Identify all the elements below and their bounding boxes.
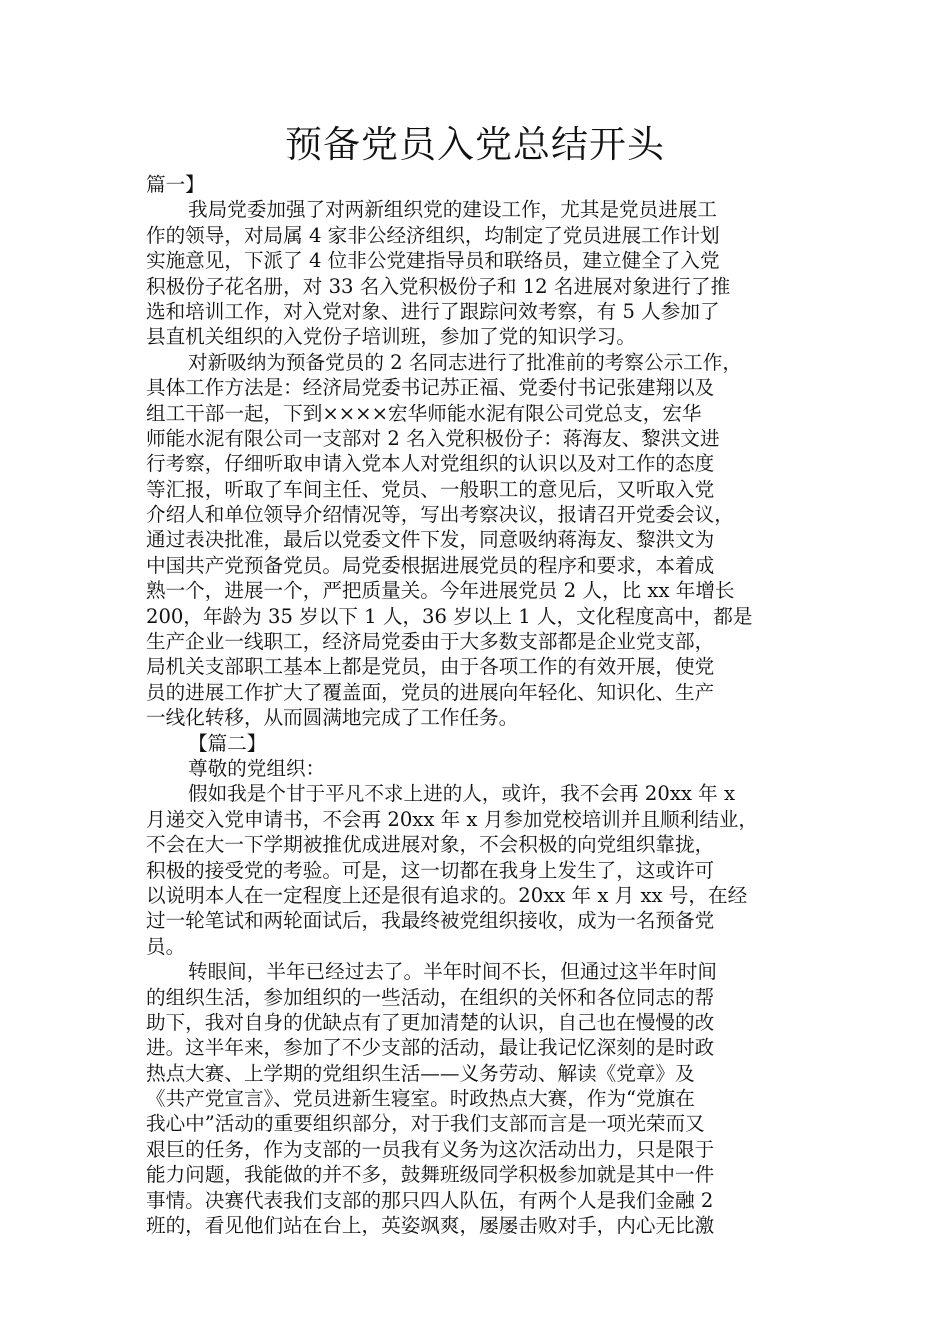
text-line: 行考察，仔细听取申请入党本人对党组织的认识以及对工作的态度 — [146, 452, 715, 476]
text-line: 一线化转移，从而圆满地完成了工作任务。 — [146, 706, 519, 730]
text-line: 尊敬的党组织： — [188, 756, 326, 780]
text-line: 不会在大一下学期被推优成进展对象，不会积极的向党组织靠拢， — [146, 833, 715, 857]
text-line: 实施意见，下派了 4 位非公党建指导员和联络员，建立健全了入党 — [146, 249, 720, 273]
text-line: 200，年龄为 35 岁以下 1 人，36 岁以上 1 人，文化程度高中，都是 — [146, 604, 753, 628]
text-line: 艰巨的任务，作为支部的一员我有义务为这次活动出力，只是限于 — [146, 1137, 715, 1161]
text-line: 热点大赛、上学期的党组织生活——义务劳动、解读《党章》及 — [146, 1061, 695, 1085]
text-line: 我心中”活动的重要组织部分，对于我们支部而言是一项光荣而又 — [146, 1112, 705, 1136]
text-line: 以说明本人在一定程度上还是很有追求的。20xx 年 x 月 xx 号，在经 — [146, 883, 748, 907]
text-line: 能力问题，我能做的并不多，鼓舞班级同学积极参加就是其中一件 — [146, 1163, 715, 1187]
text-line: 班的，看见他们站在台上，英姿飒爽，屡屡击败对手，内心无比激 — [146, 1214, 715, 1238]
text-line: 积极份子花名册，对 33 名入党积极份子和 12 名进展对象进行了推 — [146, 274, 731, 298]
text-line: 假如我是个甘于平凡不求上进的人，或许，我不会再 20xx 年 x — [188, 782, 736, 806]
text-line: 进。这半年来，参加了不少支部的活动，最让我记忆深刻的是时政 — [146, 1036, 715, 1060]
text-line: 助下，我对自身的优缺点有了更加清楚的认识，自己也在慢慢的改 — [146, 1010, 715, 1034]
text-line: 选和培训工作，对入党对象、进行了跟踪问效考察，有 5 人参加了 — [146, 299, 720, 323]
text-line: 《共产党宣言》、党员进新生寝室。时政热点大赛，作为“党旗在 — [146, 1087, 695, 1111]
text-line: 生产企业一线职工，经济局党委由于大多数支部都是企业党支部， — [146, 630, 715, 654]
text-line: 具体工作方法是：经济局党委书记苏正福、党委付书记张建翔以及 — [146, 376, 715, 400]
text-line: 等汇报，听取了车间主任、党员、一般职工的意见后，又听取入党 — [146, 477, 715, 501]
text-line: 员的进展工作扩大了覆盖面，党员的进展向年轻化、知识化、生产 — [146, 680, 715, 704]
text-line: 篇一】 — [146, 173, 205, 196]
text-line: 我局党委加强了对两新组织党的建设工作，尤其是党员进展工 — [188, 198, 718, 222]
text-line: 事情。决赛代表我们支部的那只四人队伍，有两个人是我们金融 2 — [146, 1188, 714, 1212]
text-line: 师能水泥有限公司一支部对 2 名入党积极份子：蒋海友、黎洪文进 — [146, 426, 720, 450]
page-title: 预备党员入党总结开头 — [285, 123, 665, 166]
text-line: 中国共产党预备党员。局党委根据进展党员的程序和要求，本着成 — [146, 553, 715, 577]
text-line: 月递交入党申请书，不会再 20xx 年 x 月参加党校培训并且顺利结业， — [146, 807, 759, 831]
text-line: 局机关支部职工基本上都是党员，由于各项工作的有效开展，使党 — [146, 655, 715, 679]
text-line: 介绍人和单位领导介绍情况等，写出考察决议，报请召开党委会议， — [146, 503, 734, 527]
text-line: 县直机关组织的入党份子培训班，参加了党的知识学习。 — [146, 325, 636, 349]
text-line: 熟一个，进展一个，严把质量关。今年进展党员 2 人，比 xx 年增长 — [146, 579, 735, 603]
text-line: 转眼间，半年已经过去了。半年时间不长，但通过这半年时间 — [188, 960, 718, 984]
text-line: 积极的接受党的考验。可是，这一切都在我身上发生了，这或许可 — [146, 858, 715, 882]
text-line: 作的领导，对局属 4 家非公经济组织，均制定了党员进展工作计划 — [146, 223, 720, 247]
text-line: 【篇二】 — [188, 731, 267, 755]
document-body — [146, 172, 810, 1238]
text-line: 组工干部一起，下到××××宏华师能水泥有限公司党总支，宏华 — [146, 401, 702, 425]
text-line: 过一轮笔试和两轮面试后，我最终被党组织接收，成为一名预备党 — [146, 909, 715, 933]
text-line: 通过表决批准，最后以党委文件下发，同意吸纳蒋海友、黎洪文为 — [146, 528, 715, 552]
text-line: 对新吸纳为预备党员的 2 名同志进行了批准前的考察公示工作， — [188, 350, 742, 374]
text-line: 员。 — [146, 934, 186, 958]
text-line: 的组织生活，参加组织的一些活动，在组织的关怀和各位同志的帮 — [146, 985, 715, 1009]
